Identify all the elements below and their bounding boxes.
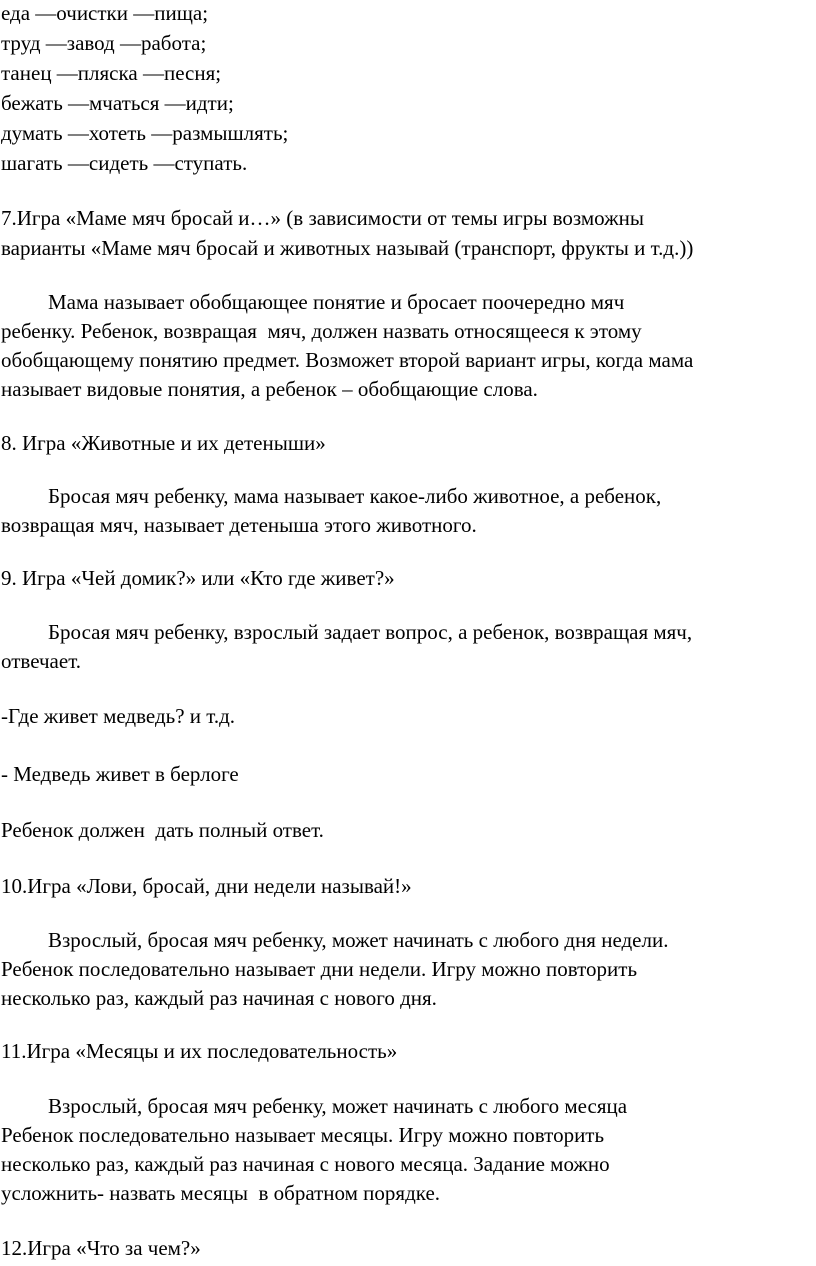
word-list-line: труд —завод —работа;: [1, 31, 207, 55]
game10-heading: 10.Игра «Лови, бросай, дни недели называй!»: [1, 874, 412, 898]
game9-paragraph-line: отвечает.: [1, 649, 82, 673]
game8-heading: 8. Игра «Животные и их детеныши»: [1, 431, 326, 455]
game10-paragraph-line: Взрослый, бросая мяч ребенку, может начинать с любого дня недели.: [48, 928, 669, 952]
game9-question: -Где живет медведь? и т.д.: [1, 704, 236, 728]
game9-answer: - Медведь живет в берлоге: [1, 762, 239, 786]
game7-paragraph-line: называет видовые понятия, а ребенок – обобщающие слова.: [1, 377, 538, 401]
game7-paragraph-line: обобщающему понятию предмет. Возможет второй вариант игры, когда мама: [1, 348, 694, 372]
word-list-line: бежать —мчаться —идти;: [1, 91, 234, 115]
game7-heading: варианты «Маме мяч бросай и животных называй (транспорт, фрукты и т.д.)): [1, 236, 694, 260]
game11-paragraph-line: усложнить- назвать месяцы в обратном порядке.: [1, 1181, 441, 1205]
game7-heading: 7.Игра «Маме мяч бросай и…» (в зависимости от темы игры возможны: [1, 206, 644, 230]
game10-paragraph-line: Ребенок последовательно называет дни недели. Игру можно повторить: [1, 957, 638, 981]
game7-paragraph-line: Мама называет обобщающее понятие и бросает поочередно мяч: [48, 290, 625, 314]
word-list-line: шагать —сидеть —ступать.: [1, 151, 248, 175]
game12-heading: 12.Игра «Что за чем?»: [1, 1236, 201, 1260]
game8-paragraph-line: возвращая мяч, называет детеныша этого животного.: [1, 513, 477, 537]
game11-paragraph-line: Взрослый, бросая мяч ребенку, может начинать с любого месяца: [48, 1094, 628, 1118]
game11-paragraph-line: Ребенок последовательно называет месяцы. Игру можно повторить: [1, 1123, 605, 1147]
game11-heading: 11.Игра «Месяцы и их последовательность»: [1, 1039, 398, 1063]
word-list-line: танец —пляска —песня;: [1, 61, 222, 85]
game7-paragraph-line: ребенку. Ребенок, возвращая мяч, должен назвать относящееся к этому: [1, 319, 642, 343]
game9-paragraph-line: Бросая мяч ребенку, взрослый задает вопрос, а ребенок, возвращая мяч,: [48, 620, 693, 644]
game9-heading: 9. Игра «Чей домик?» или «Кто где живет?»: [1, 566, 395, 590]
word-list-line: еда —очистки —пища;: [1, 1, 209, 25]
game9-note: Ребенок должен дать полный ответ.: [1, 818, 324, 842]
game8-paragraph-line: Бросая мяч ребенку, мама называет какое-либо животное, а ребенок,: [48, 484, 662, 508]
game11-paragraph-line: несколько раз, каждый раз начиная с нового месяца. Задание можно: [1, 1152, 610, 1176]
word-list-line: думать —хотеть —размышлять;: [1, 121, 289, 145]
game10-paragraph-line: несколько раз, каждый раз начиная с нового дня.: [1, 986, 437, 1010]
